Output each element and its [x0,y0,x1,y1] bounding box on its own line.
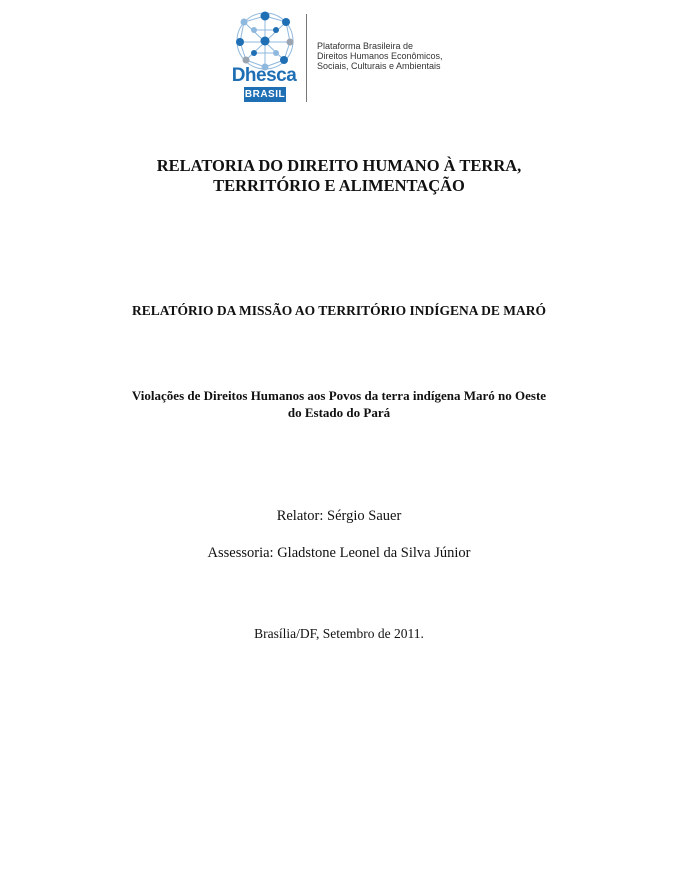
document-title-line: TERRITÓRIO E ALIMENTAÇÃO [213,176,465,195]
logo-brand-badge: BRASIL [244,89,286,100]
logo-divider [306,14,307,102]
document-title-line: RELATORIA DO DIREITO HUMANO À TERRA, [156,156,522,175]
logo-tagline [317,41,457,71]
logo-tagline-line: Plataforma Brasileira de [317,41,414,51]
place-date: Brasília/DF, Setembro de 2011. [254,626,424,641]
assessoria-line: Assessoria: Gladstone Leonel da Silva Júnior [207,545,471,561]
document-description [60,387,618,421]
logo-brand-name: Dhesca [231,65,297,86]
document-description-line: do Estado do Pará [287,405,391,420]
logo-tagline-line: Direitos Humanos Econômicos, [317,51,443,61]
logo-tagline-line: Sociais, Culturais e Ambientais [317,61,441,71]
relator-line: Relator: Sérgio Sauer [276,508,402,524]
document-subtitle: RELATÓRIO DA MISSÃO AO TERRITÓRIO INDÍGENA DE MARÓ [132,303,546,318]
document-title [60,156,618,196]
document-description-line: Violações de Direitos Humanos aos Povos da terra indígena Maró no Oeste [131,388,547,403]
dhesca-logo [226,8,446,104]
